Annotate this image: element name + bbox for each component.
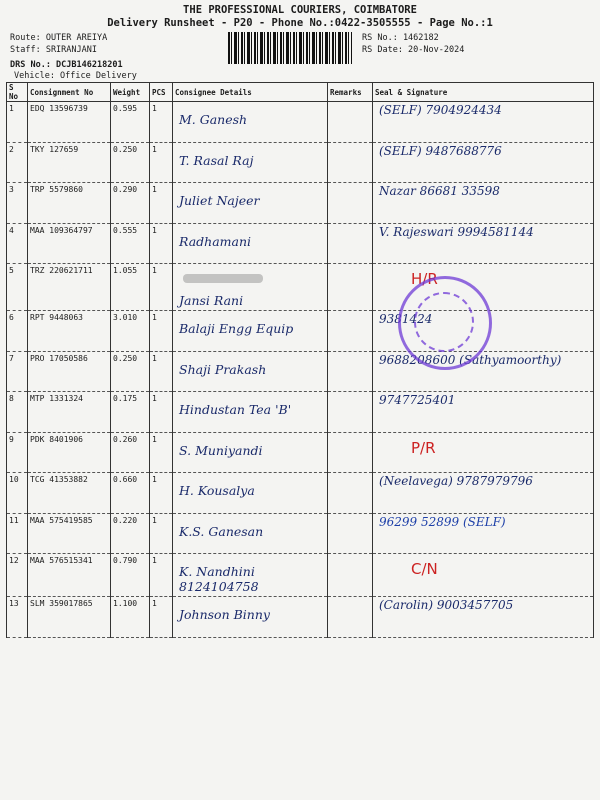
- row-pcs: 1: [150, 513, 173, 554]
- row-sno: 12: [7, 554, 28, 597]
- col-header: Consignment No: [28, 83, 111, 102]
- row-weight: 1.055: [111, 264, 150, 311]
- table-row: [7, 473, 594, 514]
- row-remarks: [328, 473, 373, 514]
- row-consignment-no: MAA 575419585: [28, 513, 111, 554]
- row-consignee-name: S. Muniyandi: [179, 442, 263, 458]
- row-remarks: [328, 223, 373, 264]
- row-signature-cell: [373, 392, 594, 433]
- rs-number: RS No.: 1462182: [362, 33, 439, 43]
- row-weight: 0.555: [111, 223, 150, 264]
- row-weight: 0.250: [111, 351, 150, 392]
- row-sno: 10: [7, 473, 28, 514]
- row-pcs: 1: [150, 392, 173, 433]
- row-signature: 9747725401: [379, 393, 456, 407]
- table-row: [7, 183, 594, 224]
- row-consignment-no: MAA 576515341: [28, 554, 111, 597]
- drs-number: DRS No.: DCJB146218201: [10, 60, 123, 70]
- row-weight: 0.250: [111, 142, 150, 183]
- row-pcs: 1: [150, 432, 173, 473]
- row-signature-cell: [373, 102, 594, 143]
- row-weight: 1.100: [111, 597, 150, 638]
- table-row: [7, 102, 594, 143]
- row-remarks: [328, 392, 373, 433]
- row-weight: 0.220: [111, 513, 150, 554]
- row-consignee-name: K. Nandhini 8124104758: [179, 564, 259, 594]
- row-signature-cell: [373, 183, 594, 224]
- row-pcs: 1: [150, 351, 173, 392]
- row-sno: 2: [7, 142, 28, 183]
- table-row: [7, 223, 594, 264]
- row-signature-cell: [373, 473, 594, 514]
- row-signature-cell: [373, 351, 594, 392]
- barcode: [228, 32, 352, 64]
- row-remarks: [328, 311, 373, 352]
- row-sno: 9: [7, 432, 28, 473]
- row-signature: 9381424: [379, 312, 433, 326]
- table-row: [7, 554, 594, 597]
- runsheet-table: [6, 82, 594, 638]
- row-sno: 3: [7, 183, 28, 224]
- row-consignment-no: PRO 17050586: [28, 351, 111, 392]
- rs-date: RS Date: 20-Nov-2024: [362, 45, 465, 55]
- row-pcs: 1: [150, 311, 173, 352]
- row-status-mark: H/R: [411, 270, 438, 288]
- row-consignment-no: EDQ 13596739: [28, 102, 111, 143]
- row-pcs: 1: [150, 264, 173, 311]
- row-remarks: [328, 142, 373, 183]
- row-pcs: 1: [150, 183, 173, 224]
- row-signature-cell: [373, 597, 594, 638]
- table-row: [7, 351, 594, 392]
- row-remarks: [328, 432, 373, 473]
- table-header-row: [7, 83, 594, 102]
- col-header: PCS: [150, 83, 173, 102]
- document-subtitle: Delivery Runsheet - P20 - Phone No.:0422-3505555 - Page No.:1: [107, 17, 493, 29]
- row-consignee-name: M. Ganesh: [179, 112, 248, 127]
- row-weight: 0.260: [111, 432, 150, 473]
- row-consignee-name: Radhamani: [179, 233, 252, 249]
- table-row: [7, 597, 594, 638]
- row-consignment-no: RPT 9448063: [28, 311, 111, 352]
- row-consignee-cell: [173, 513, 328, 554]
- row-status-mark: C/N: [411, 560, 438, 578]
- row-consignee-name: K.S. Ganesan: [179, 523, 264, 539]
- row-pcs: 1: [150, 473, 173, 514]
- row-consignee-name: Jansi Rani: [179, 293, 244, 308]
- row-signature-cell: [373, 432, 594, 473]
- row-consignee-cell: [173, 351, 328, 392]
- row-signature: V. Rajeswari 9994581144: [379, 224, 534, 239]
- row-consignee-cell: [173, 554, 328, 597]
- row-signature-cell: [373, 554, 594, 597]
- row-status-mark: P/R: [411, 438, 436, 457]
- row-consignee-cell: [173, 183, 328, 224]
- row-consignment-no: TKY 127659: [28, 142, 111, 183]
- row-sno: 7: [7, 351, 28, 392]
- row-sno: 13: [7, 597, 28, 638]
- row-signature: (Carolin) 9003457705: [379, 598, 514, 612]
- table-row: [7, 432, 594, 473]
- table-row: [7, 311, 594, 352]
- row-remarks: [328, 264, 373, 311]
- row-consignee-name: Hindustan Tea 'B': [179, 402, 292, 417]
- row-signature: Nazar 86681 33598: [379, 184, 500, 198]
- table-row: [7, 142, 594, 183]
- row-pcs: 1: [150, 554, 173, 597]
- row-pcs: 1: [150, 597, 173, 638]
- row-consignment-no: MAA 109364797: [28, 223, 111, 264]
- row-consignee-cell: [173, 432, 328, 473]
- row-consignee-cell: [173, 102, 328, 143]
- row-signature-cell: [373, 142, 594, 183]
- row-consignee-cell: [173, 142, 328, 183]
- row-consignee-cell: [173, 473, 328, 514]
- row-sno: 11: [7, 513, 28, 554]
- row-signature-cell: [373, 513, 594, 554]
- row-signature: (SELF) 9487688776: [379, 143, 502, 158]
- row-signature-cell: [373, 223, 594, 264]
- row-pcs: 1: [150, 223, 173, 264]
- col-header: Seal & Signature: [373, 83, 594, 102]
- courier-seal-inner-ring: [414, 292, 474, 352]
- col-header: Consignee Details: [173, 83, 328, 102]
- vehicle-label: Vehicle: Office Delivery: [14, 71, 137, 81]
- row-weight: 0.175: [111, 392, 150, 433]
- row-consignee-name: Shaji Prakash: [179, 361, 267, 377]
- row-sno: 5: [7, 264, 28, 311]
- row-remarks: [328, 513, 373, 554]
- table-row: [7, 513, 594, 554]
- document-title: THE PROFESSIONAL COURIERS, COIMBATORE: [183, 4, 417, 16]
- row-consignee-name: Juliet Najeer: [179, 193, 260, 208]
- col-header: Weight: [111, 83, 150, 102]
- row-consignment-no: TRZ 220621711: [28, 264, 111, 311]
- row-signature: (SELF) 7904924434: [379, 103, 502, 117]
- row-consignee-cell: [173, 264, 328, 311]
- row-sno: 1: [7, 102, 28, 143]
- row-consignee-name: T. Rasal Raj: [179, 152, 254, 168]
- row-consignment-no: PDK 8401906: [28, 432, 111, 473]
- row-consignee-name: H. Kousalya: [179, 483, 255, 498]
- row-weight: 0.660: [111, 473, 150, 514]
- row-remarks: [328, 102, 373, 143]
- row-sno: 6: [7, 311, 28, 352]
- table-row: [7, 392, 594, 433]
- row-sno: 8: [7, 392, 28, 433]
- row-consignment-no: SLM 359017865: [28, 597, 111, 638]
- row-weight: 0.790: [111, 554, 150, 597]
- row-weight: 0.290: [111, 183, 150, 224]
- row-signature: 96299 52899 (SELF): [379, 514, 506, 529]
- table-row: [7, 264, 594, 311]
- row-sno: 4: [7, 223, 28, 264]
- row-consignee-name: Balaji Engg Equip: [179, 321, 294, 336]
- row-pcs: 1: [150, 142, 173, 183]
- row-consignment-no: TRP 5579860: [28, 183, 111, 224]
- row-pcs: 1: [150, 102, 173, 143]
- col-header: S No: [7, 83, 28, 102]
- route-label: Route: OUTER AREIYA: [10, 33, 108, 43]
- row-consignment-no: MTP 1331324: [28, 392, 111, 433]
- row-consignee-cell: [173, 311, 328, 352]
- row-consignee-cell: [173, 597, 328, 638]
- row-consignee-cell: [173, 223, 328, 264]
- row-remarks: [328, 554, 373, 597]
- row-consignee-cell: [173, 392, 328, 433]
- row-signature: 9688208600 (Sathyamoorthy): [379, 352, 562, 367]
- row-weight: 0.595: [111, 102, 150, 143]
- row-remarks: [328, 183, 373, 224]
- row-signature: (Neelavega) 9787979796: [379, 474, 533, 488]
- row-remarks: [328, 597, 373, 638]
- row-consignee-name: Johnson Binny: [179, 607, 270, 622]
- staff-label: Staff: SRIRANJANI: [10, 45, 97, 55]
- row-consignment-no: TCG 41353882: [28, 473, 111, 514]
- row-weight: 3.010: [111, 311, 150, 352]
- ink-smudge: [183, 274, 263, 283]
- col-header: Remarks: [328, 83, 373, 102]
- row-remarks: [328, 351, 373, 392]
